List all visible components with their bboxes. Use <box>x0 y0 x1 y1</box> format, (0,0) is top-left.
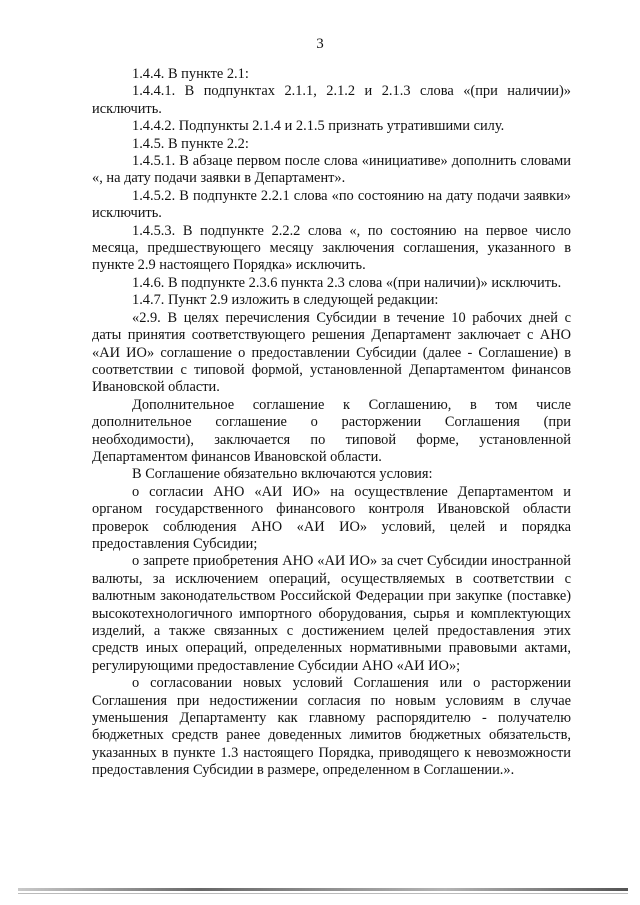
scan-edge-line <box>18 888 628 891</box>
paragraph-1-4-5-2: 1.4.5.2. В подпункте 2.2.1 слова «по состоянию на дату подачи заявки» исключить. <box>92 187 571 222</box>
paragraph-2-9: «2.9. В целях перечисления Субсидии в течение 10 рабочих дней с даты принятия соответствующего решения Департамент заключает с АНО «АИ ИО» соглашение о предоставлении Субсидии (далее - Соглашение) в соответствии с типовой формой, установленной Департаментом финансов Ивановской области. <box>92 309 571 396</box>
paragraph-condition-currency-ban: о запрете приобретения АНО «АИ ИО» за счет Субсидии иностранной валюты, за исключением операций, осуществляемых в соответствии с валютным законодательством Российской Федерации при закупке (поставке) высокотехнологичного импортного оборудования, сырья и комплектующих изделий, а также связанных с достижением целей предоставления этих средств иных операций, определенных нормативными правовыми актами, регулирующими предоставление Субсидии АНО «АИ ИО»; <box>92 553 571 674</box>
paragraph-1-4-7: 1.4.7. Пункт 2.9 изложить в следующей редакции: <box>132 292 439 309</box>
paragraph-1-4-4-2: 1.4.4.2. Подпункты 2.1.4 и 2.1.5 признать утратившими силу. <box>132 118 505 135</box>
paragraph-1-4-5-3: 1.4.5.3. В подпункте 2.2.2 слова «, по состоянию на первое число месяца, предшествующего месяцу заключения соглашения, указанного в пункте 2.9 настоящего Порядка» исключить. <box>92 222 571 274</box>
paragraph-additional-agreement: Дополнительное соглашение к Соглашению, в том числе дополнительное соглашение о расторжении Соглашения (при необходимости), заключается по типовой форме, установленной Департаментом финансов Ивановской области. <box>92 396 571 465</box>
paragraph-1-4-6: 1.4.6. В подпункте 2.3.6 пункта 2.3 слова «(при наличии)» исключить. <box>132 274 562 291</box>
paragraph-condition-new-terms: о согласовании новых условий Соглашения или о расторжении Соглашения при недостижении согласия по новым условиям в случае уменьшения Департаменту как главному распорядителю - получателю бюджетных средств ранее доведенных лимитов бюджетных обязательств, указанных в пункте 1.3 настоящего Порядка, приводящего к невозможности предоставления Субсидии в размере, определенном в Соглашении.». <box>92 675 571 779</box>
paragraph-1-4-5-1: 1.4.5.1. В абзаце первом после слова «инициативе» дополнить словами «, на дату подачи заявки в Департамент». <box>92 153 571 187</box>
scan-edge-line-secondary <box>18 893 628 894</box>
paragraph-condition-consent: о согласии АНО «АИ ИО» на осуществление Департаментом и органом государственного финансового контроля Ивановской области проверок соблюдения АНО «АИ ИО» условий, целей и порядка предоставления Субсидии; <box>92 483 571 552</box>
page-number: 3 <box>316 36 324 52</box>
paragraph-1-4-4: 1.4.4. В пункте 2.1: <box>132 66 249 82</box>
paragraph-1-4-4-1: 1.4.4.1. В подпунктах 2.1.1, 2.1.2 и 2.1.3 слова «(при наличии)» исключить. <box>92 83 571 117</box>
document-body <box>92 66 571 780</box>
paragraph-1-4-5: 1.4.5. В пункте 2.2: <box>132 135 249 152</box>
paragraph-conditions-intro: В Соглашение обязательно включаются условия: <box>132 466 433 483</box>
